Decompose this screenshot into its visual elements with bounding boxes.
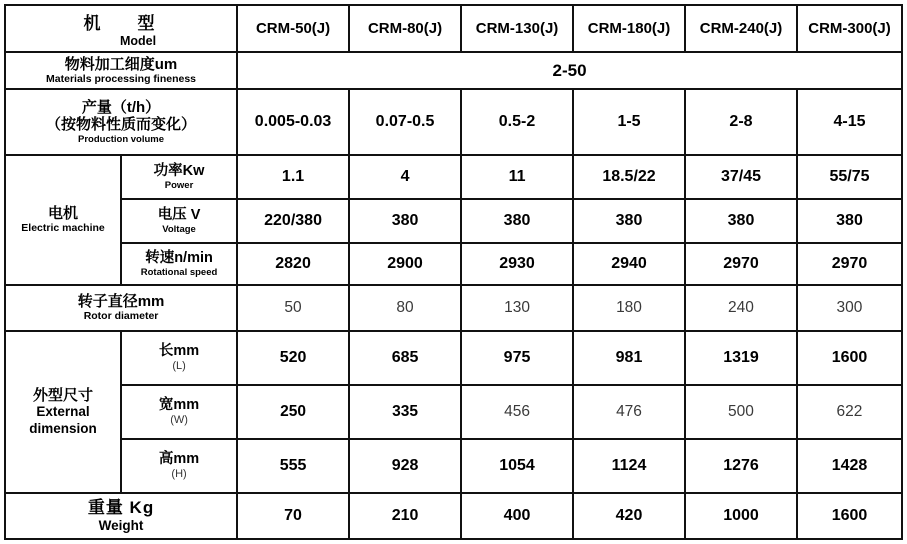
dimension-width-value-6: 622 — [797, 385, 902, 439]
dimension-height-value-5: 1276 — [685, 439, 797, 493]
model-column-5: CRM-240(J) — [685, 5, 797, 52]
row-rotor-diameter — [5, 285, 902, 331]
production-volume-value-4: 1-5 — [573, 89, 685, 155]
motor-voltage-value-5: 380 — [685, 199, 797, 243]
motor-power-value-4: 18.5/22 — [573, 155, 685, 199]
dimension-height-value-6: 1428 — [797, 439, 902, 493]
model-column-6: CRM-300(J) — [797, 5, 902, 52]
motor-power-label-cn: 功率Kw — [153, 162, 205, 179]
weight-value-2: 210 — [349, 493, 461, 539]
dimension-width-value-4: 476 — [573, 385, 685, 439]
motor-voltage-label-en: Voltage — [162, 223, 196, 235]
dimension-group-label-cn: 外型尺寸 — [33, 387, 94, 405]
fineness-value: 2-50 — [237, 52, 902, 89]
specification-table — [4, 4, 903, 540]
dimension-height-value-3: 1054 — [461, 439, 573, 493]
dimension-height-label — [121, 439, 237, 493]
motor-voltage-value-4: 380 — [573, 199, 685, 243]
motor-speed-label-cn: 转速n/min — [145, 249, 213, 266]
production-volume-label — [5, 89, 237, 155]
header-model-label — [5, 5, 237, 52]
motor-voltage-label — [121, 199, 237, 243]
dimension-height-value-1: 555 — [237, 439, 349, 493]
motor-power-label — [121, 155, 237, 199]
fineness-label-en: Materials processing fineness — [46, 72, 197, 85]
weight-value-4: 420 — [573, 493, 685, 539]
motor-speed-value-1: 2820 — [237, 243, 349, 285]
dimension-height-value-4: 1124 — [573, 439, 685, 493]
production-volume-label-cn-2: （按物料性质而变化） — [46, 116, 197, 134]
rotor-diameter-value-3: 130 — [461, 285, 573, 331]
dimension-length-value-6: 1600 — [797, 331, 902, 385]
dimension-width-label-cn: 宽mm — [158, 397, 200, 414]
model-column-4: CRM-180(J) — [573, 5, 685, 52]
weight-label — [5, 493, 237, 539]
production-volume-value-5: 2-8 — [685, 89, 797, 155]
motor-power-label-en: Power — [164, 179, 194, 191]
dimension-height-label-en: (H) — [171, 467, 187, 480]
motor-speed-label-en: Rotational speed — [140, 266, 218, 278]
dimension-length-value-2: 685 — [349, 331, 461, 385]
dimension-height-value-2: 928 — [349, 439, 461, 493]
header-model-label-cn: 机 型 — [83, 14, 165, 33]
motor-speed-value-4: 2940 — [573, 243, 685, 285]
row-dimension-length — [5, 331, 902, 385]
motor-voltage-value-6: 380 — [797, 199, 902, 243]
motor-group-label-cn: 电机 — [48, 205, 79, 223]
header-model-label-en: Model — [119, 34, 157, 48]
production-volume-label-cn-1: 产量（t/h） — [81, 99, 161, 117]
motor-group-label — [5, 155, 121, 285]
rotor-diameter-label — [5, 285, 237, 331]
dimension-group-label-en-2: dimension — [29, 420, 97, 436]
row-motor-power — [5, 155, 902, 199]
rotor-diameter-value-2: 80 — [349, 285, 461, 331]
row-motor-speed — [5, 243, 902, 285]
dimension-group-label-en-1: External — [36, 404, 90, 420]
fineness-label — [5, 52, 237, 89]
weight-value-6: 1600 — [797, 493, 902, 539]
dimension-width-label-en: (W) — [170, 413, 188, 426]
dimension-length-value-4: 981 — [573, 331, 685, 385]
row-fineness — [5, 52, 902, 89]
weight-label-en: Weight — [98, 518, 144, 534]
row-weight — [5, 493, 902, 539]
motor-voltage-label-cn: 电压 V — [157, 206, 201, 223]
dimension-length-label-cn: 长mm — [158, 343, 200, 360]
table-header-row — [5, 5, 902, 52]
motor-speed-value-3: 2930 — [461, 243, 573, 285]
model-column-3: CRM-130(J) — [461, 5, 573, 52]
motor-group-label-en: Electric machine — [21, 222, 105, 235]
dimension-length-label-en: (L) — [172, 359, 186, 372]
row-dimension-height — [5, 439, 902, 493]
dimension-width-value-2: 335 — [349, 385, 461, 439]
motor-speed-value-5: 2970 — [685, 243, 797, 285]
motor-power-value-3: 11 — [461, 155, 573, 199]
dimension-length-label — [121, 331, 237, 385]
motor-power-value-6: 55/75 — [797, 155, 902, 199]
motor-power-value-1: 1.1 — [237, 155, 349, 199]
motor-voltage-value-2: 380 — [349, 199, 461, 243]
dimension-length-value-3: 975 — [461, 331, 573, 385]
row-production-volume — [5, 89, 902, 155]
dimension-width-value-5: 500 — [685, 385, 797, 439]
rotor-diameter-value-5: 240 — [685, 285, 797, 331]
dimension-width-label — [121, 385, 237, 439]
motor-voltage-value-1: 220/380 — [237, 199, 349, 243]
rotor-diameter-value-1: 50 — [237, 285, 349, 331]
rotor-diameter-value-6: 300 — [797, 285, 902, 331]
weight-value-3: 400 — [461, 493, 573, 539]
motor-speed-label — [121, 243, 237, 285]
rotor-diameter-label-cn: 转子直径mm — [77, 293, 165, 311]
motor-voltage-value-3: 380 — [461, 199, 573, 243]
model-column-1: CRM-50(J) — [237, 5, 349, 52]
dimension-height-label-cn: 高mm — [158, 451, 200, 468]
production-volume-value-2: 0.07-0.5 — [349, 89, 461, 155]
row-motor-voltage — [5, 199, 902, 243]
motor-speed-value-2: 2900 — [349, 243, 461, 285]
weight-label-cn: 重量 Kg — [87, 497, 155, 517]
production-volume-value-6: 4-15 — [797, 89, 902, 155]
production-volume-value-3: 0.5-2 — [461, 89, 573, 155]
model-column-2: CRM-80(J) — [349, 5, 461, 52]
motor-speed-value-6: 2970 — [797, 243, 902, 285]
dimension-length-value-1: 520 — [237, 331, 349, 385]
row-dimension-width — [5, 385, 902, 439]
dimension-length-value-5: 1319 — [685, 331, 797, 385]
production-volume-label-en: Production volume — [78, 133, 165, 145]
rotor-diameter-label-en: Rotor diameter — [83, 310, 159, 323]
dimension-width-value-1: 250 — [237, 385, 349, 439]
rotor-diameter-value-4: 180 — [573, 285, 685, 331]
fineness-label-cn: 物料加工细度um — [64, 55, 178, 73]
dimension-width-value-3: 456 — [461, 385, 573, 439]
production-volume-value-1: 0.005-0.03 — [237, 89, 349, 155]
motor-power-value-5: 37/45 — [685, 155, 797, 199]
dimension-group-label — [5, 331, 121, 493]
motor-power-value-2: 4 — [349, 155, 461, 199]
weight-value-5: 1000 — [685, 493, 797, 539]
weight-value-1: 70 — [237, 493, 349, 539]
